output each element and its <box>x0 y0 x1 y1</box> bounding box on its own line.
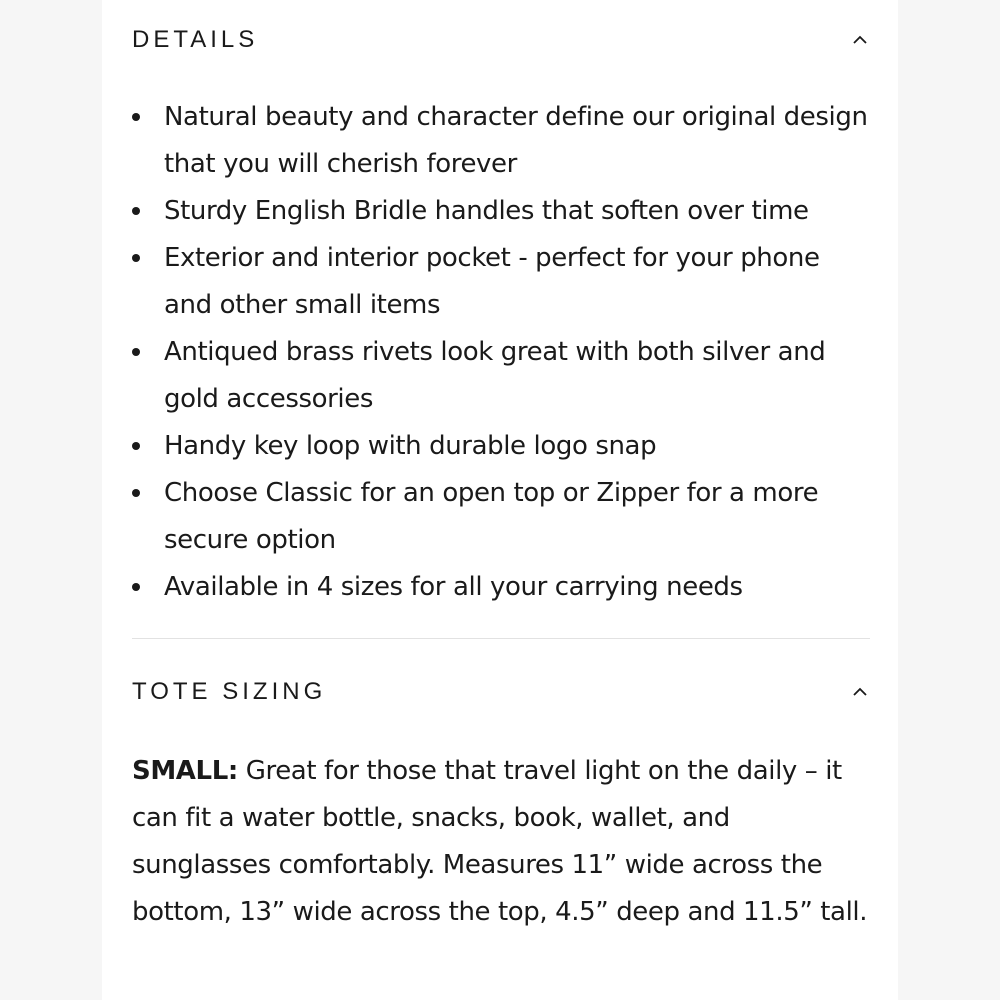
bullet-icon <box>132 254 140 262</box>
list-item <box>132 564 872 611</box>
bullet-icon <box>132 489 140 497</box>
list-item-text: Natural beauty and character define our original design that you will cherish forever <box>164 102 868 179</box>
bullet-icon <box>132 207 140 215</box>
tote-sizing-title: TOTE SIZING <box>132 678 327 705</box>
list-item <box>132 470 872 564</box>
size-text-small: Great for those that travel light on the daily – it can fit a water bottle, snacks, book, wallet, and sunglasses comfortably. Measures 11” wide across the bottom, 13” wide across the top, 4.5” deep and 11.5” tall. <box>132 756 868 927</box>
details-title: DETAILS <box>132 26 259 53</box>
list-item <box>132 94 872 188</box>
bullet-icon <box>132 583 140 591</box>
list-item <box>132 188 872 235</box>
section-divider <box>132 638 870 639</box>
list-item-text: Available in 4 sizes for all your carrying needs <box>164 572 743 602</box>
list-item-text: Exterior and interior pocket - perfect for your phone and other small items <box>164 243 820 320</box>
tote-sizing-accordion-header[interactable] <box>132 672 870 712</box>
list-item <box>132 423 872 470</box>
bullet-icon <box>132 113 140 121</box>
bullet-icon <box>132 348 140 356</box>
chevron-up-icon[interactable] <box>850 30 870 50</box>
details-accordion-header[interactable] <box>132 20 870 60</box>
list-item-text: Sturdy English Bridle handles that soften over time <box>164 196 809 226</box>
details-list <box>132 94 872 611</box>
list-item <box>132 329 872 423</box>
chevron-up-icon[interactable] <box>850 682 870 702</box>
size-label-small: SMALL: <box>132 756 238 786</box>
list-item-text: Choose Classic for an open top or Zipper for a more secure option <box>164 478 819 555</box>
bullet-icon <box>132 442 140 450</box>
list-item-text: Antiqued brass rivets look great with both silver and gold accessories <box>164 337 826 414</box>
list-item-text: Handy key loop with durable logo snap <box>164 431 657 461</box>
list-item <box>132 235 872 329</box>
tote-sizing-small-description <box>132 748 872 936</box>
